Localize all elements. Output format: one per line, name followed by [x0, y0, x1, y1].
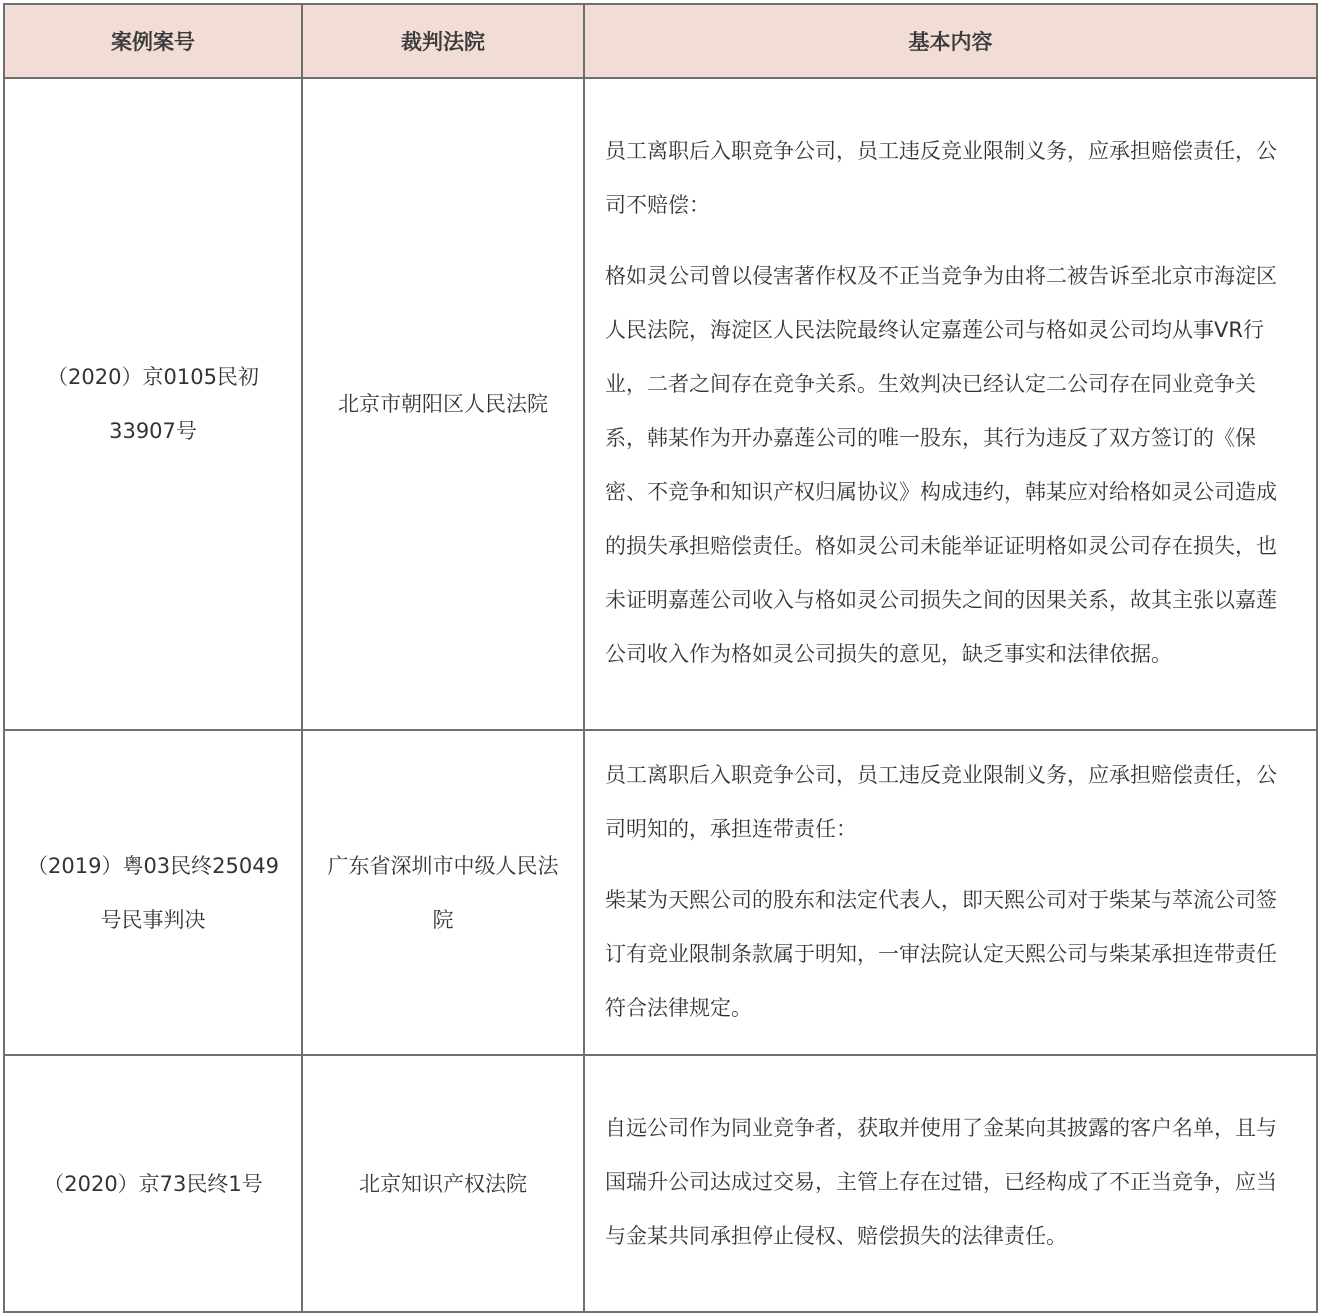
- table-row: [4, 730, 1317, 1055]
- court-cell: 广东省深圳市中级人民法院: [302, 730, 584, 1055]
- content-detail: 柴某为天熙公司的股东和法定代表人，即天熙公司对于柴某与萃流公司签订有竞业限制条款属于明知，一审法院认定天熙公司与柴某承担连带责任符合法律规定。: [605, 887, 1277, 1020]
- header-court: 裁判法院: [302, 4, 584, 78]
- content-cell: [584, 1055, 1317, 1312]
- header-content: 基本内容: [584, 4, 1317, 78]
- header-row: [4, 4, 1317, 78]
- table-row: [4, 78, 1317, 730]
- content-summary: 自远公司作为同业竞争者，获取并使用了金某向其披露的客户名单，且与国瑞升公司达成过交易，主管上存在过错，已经构成了不正当竞争，应当与金某共同承担停止侵权、赔偿损失的法律责任。: [605, 1116, 1277, 1248]
- content-cell: [584, 730, 1317, 1055]
- case-number-cell: （2019）粤03民终25049号民事判决: [4, 730, 302, 1055]
- case-number-cell: （2020）京73民终1号: [4, 1055, 302, 1312]
- content-summary: 员工离职后入职竞争公司，员工违反竞业限制义务，应承担赔偿责任，公司明知的，承担连带责任：: [605, 762, 1277, 841]
- content-summary: 员工离职后入职竞争公司，员工违反竞业限制义务，应承担赔偿责任，公司不赔偿：: [605, 139, 1277, 217]
- case-number-cell: （2020）京0105民初33907号: [4, 78, 302, 730]
- table-row: [4, 1055, 1317, 1312]
- content-detail: 格如灵公司曾以侵害著作权及不正当竞争为由将二被告诉至北京市海淀区人民法院，海淀区人民法院最终认定嘉莲公司与格如灵公司均从事VR行业，二者之间存在竞争关系。生效判决已经认定二公司存在同业竞争关系，韩某作为开办嘉莲公司的唯一股东，其行为违反了双方签订的《保密、不竞争和知识产权归属协议》构成违约，韩某应对给格如灵公司造成的损失承担赔偿责任。格如灵公司未能举证证明格如灵公司存在损失，也未证明嘉莲公司收入与格如灵公司损失之间的因果关系，故其主张以嘉莲公司收入作为格如灵公司损失的意见，缺乏事实和法律依据。: [605, 264, 1277, 666]
- case-table: [3, 3, 1318, 1313]
- table-body: [4, 78, 1317, 1312]
- table-header: [4, 4, 1317, 78]
- court-cell: 北京市朝阳区人民法院: [302, 78, 584, 730]
- content-cell: [584, 78, 1317, 730]
- header-case-number: 案例案号: [4, 4, 302, 78]
- court-cell: 北京知识产权法院: [302, 1055, 584, 1312]
